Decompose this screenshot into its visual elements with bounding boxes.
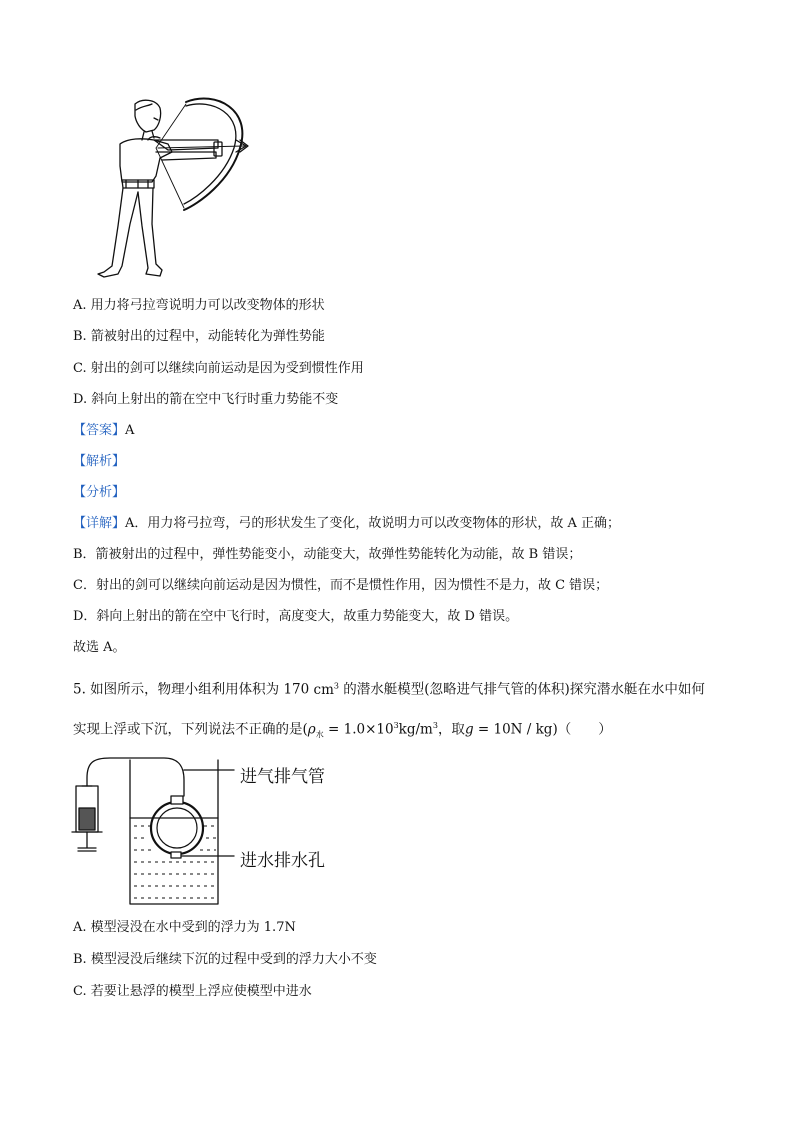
q4-option-a: A. 用力将弓拉弯说明力可以改变物体的形状	[73, 298, 325, 313]
q5-stem-text-2: 的潜水艇模型(忽略进气排气管的体积)探究潜水艇在水中如何	[339, 681, 705, 698]
detail-text-1: A．用力将弓拉弯，弓的形状发生了变化，故说明力可以改变物体的形状，故 A 正确；	[125, 516, 621, 531]
density-unit: kg/m	[398, 721, 433, 738]
answer-value: A	[125, 423, 135, 438]
q5-stem-text: 5. 如图所示，物理小组利用体积为 170	[73, 681, 310, 698]
detail-line-1	[73, 515, 620, 533]
q4-option-b: B. 箭被射出的过程中，动能转化为弹性势能	[73, 329, 325, 344]
q5-option-b: B. 模型浸没后继续下沉的过程中受到的浮力大小不变	[73, 952, 377, 967]
rho-symbol: ρ	[307, 721, 316, 738]
label-water-hole: 进水排水孔	[240, 851, 325, 871]
answer-label: 【答案】	[73, 423, 126, 438]
detail-line-2: B．箭被射出的过程中，弹性势能变小，动能变大，故弹性势能转化为动能，故 B 错误；	[73, 547, 582, 562]
analysis-heading: 【解析】	[73, 454, 126, 469]
g-value: = 10N / kg	[473, 721, 553, 738]
q4-option-d: D. 斜向上射出的箭在空中飞行时重力势能不变	[73, 392, 339, 407]
q4-option-c: C. 射出的剑可以继续向前运动是因为受到惯性作用	[73, 361, 364, 376]
answer-line	[73, 422, 134, 440]
g-symbol: g	[464, 721, 474, 738]
detail-label: 【详解】	[73, 516, 126, 531]
archer-figure	[90, 96, 250, 276]
detail-line-4: D．斜向上射出的箭在空中飞行时，高度变大，故重力势能变大，故 D 错误。	[73, 609, 519, 624]
detail-line-3: C．射出的剑可以继续向前运动是因为惯性，而不是惯性作用，因为惯性不是力，故 C 错误；	[73, 578, 609, 593]
q5-unit	[314, 682, 339, 698]
q5-stem-line-2	[73, 717, 612, 744]
q5-answer-blank: )（ ）	[552, 721, 612, 738]
rho-subscript: 水	[315, 730, 324, 740]
unit-exponent: 3	[333, 681, 339, 690]
density-formula: = 1.0×10	[323, 721, 394, 738]
label-air-tube: 进气排气管	[240, 767, 325, 787]
fenxi-heading: 【分析】	[73, 485, 126, 500]
unit-cm: cm	[313, 681, 334, 698]
density-exponent: 3	[393, 721, 399, 730]
density-unit-exponent: 3	[432, 721, 438, 730]
q5-option-a: A. 模型浸没在水中受到的浮力为 1.7N	[73, 920, 296, 935]
q5-stem-line-1	[73, 677, 705, 699]
q5-option-c: C. 若要让悬浮的模型上浮应使模型中进水	[73, 984, 312, 999]
take-text: ，取	[437, 721, 465, 738]
detail-conclusion: 故选 A。	[73, 640, 126, 655]
q5-stem-line2-text: 实现上浮或下沉，下列说法不正确的是(	[73, 721, 308, 738]
